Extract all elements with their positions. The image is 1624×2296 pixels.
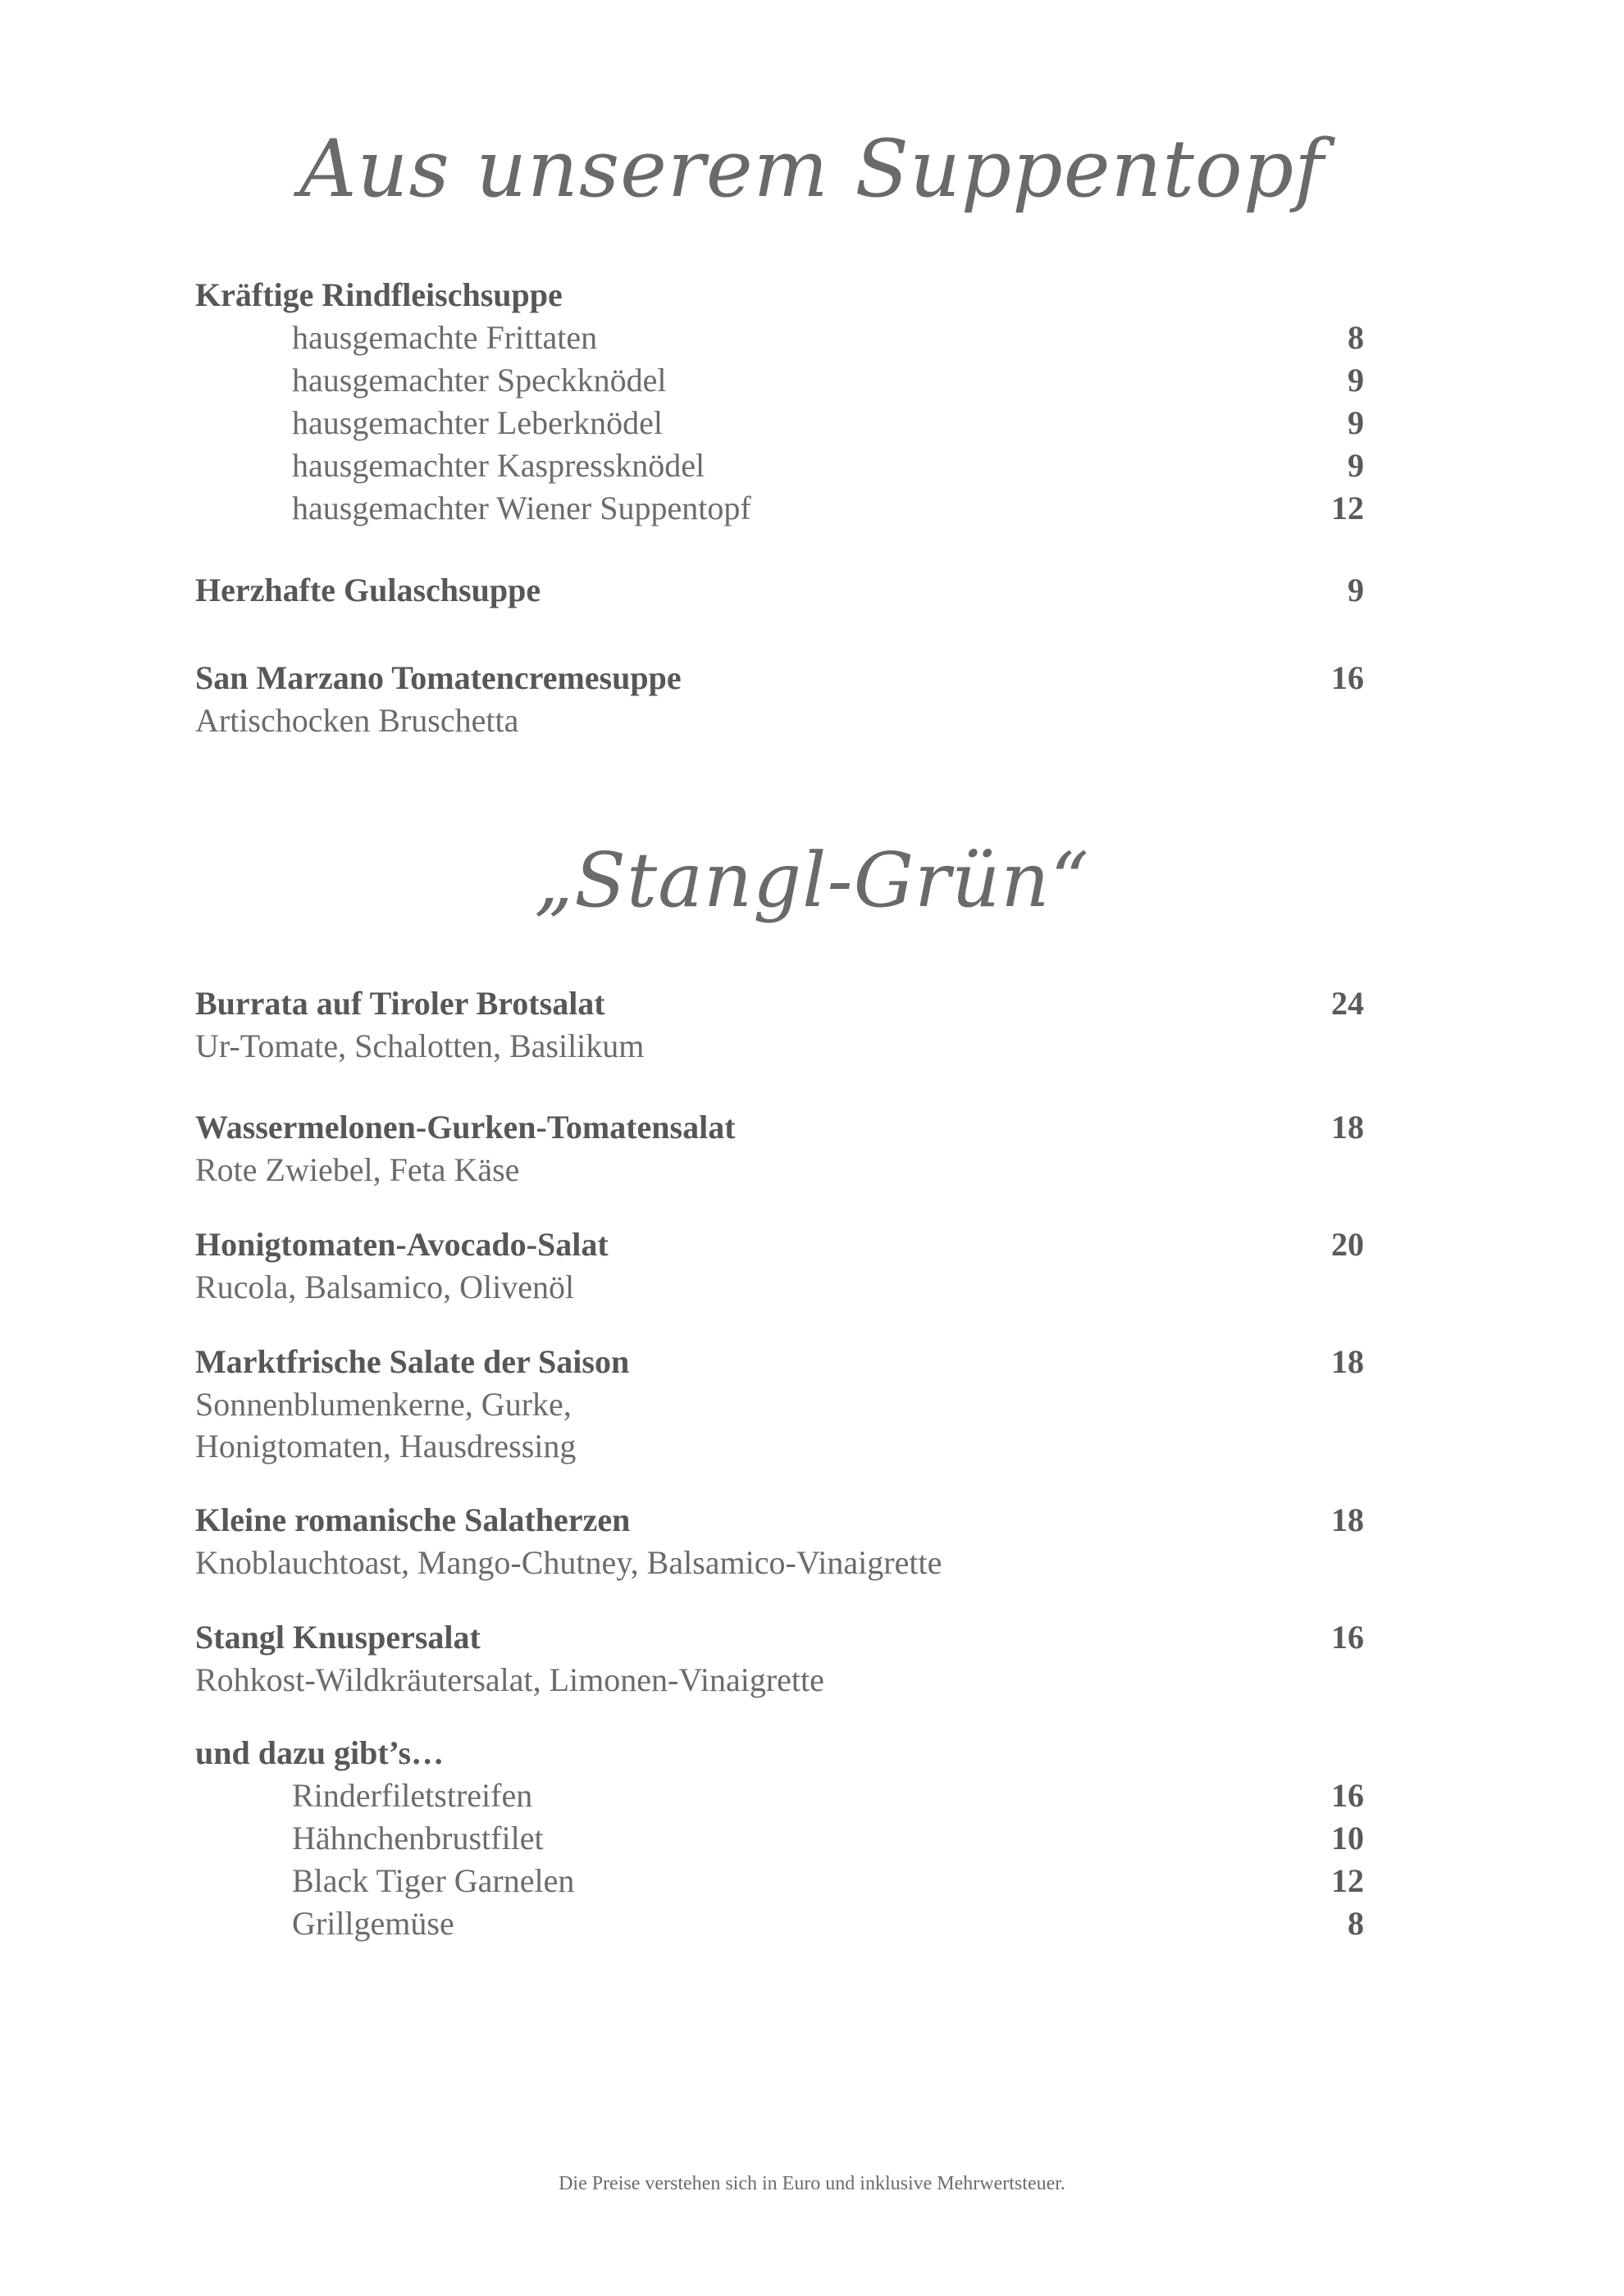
menu-item-name: Honigtomaten-Avocado-Salat bbox=[195, 1226, 609, 1263]
menu-item bbox=[195, 657, 1364, 699]
menu-item-description bbox=[195, 1025, 1364, 1068]
menu-item-description-text: Artischocken Bruschetta bbox=[195, 702, 519, 739]
menu-subheading bbox=[195, 1732, 1364, 1774]
menu-item-price: 8 bbox=[1348, 1905, 1364, 1942]
menu-item bbox=[195, 982, 1364, 1025]
menu-item-name: Black Tiger Garnelen bbox=[292, 1862, 575, 1899]
menu-item-description-text: Rohkost-Wildkräutersalat, Limonen-Vinaigrette bbox=[195, 1661, 824, 1698]
menu-item bbox=[195, 317, 1364, 359]
menu-item bbox=[195, 274, 1364, 317]
menu-subheading-text: und dazu gibt’s… bbox=[195, 1734, 445, 1771]
menu-item-price: 16 bbox=[1331, 1619, 1364, 1656]
menu-item-name: Wassermelonen-Gurken-Tomatensalat bbox=[195, 1109, 736, 1146]
menu-item-description-text: Rote Zwiebel, Feta Käse bbox=[195, 1151, 520, 1188]
menu-item bbox=[195, 1902, 1364, 1945]
menu-item-price: 16 bbox=[1331, 1777, 1364, 1814]
menu-item bbox=[195, 1106, 1364, 1149]
menu-item-name: Rinderfiletstreifen bbox=[292, 1777, 533, 1814]
price-footnote: Die Preise verstehen sich in Euro und inklusive Mehrwertsteuer. bbox=[559, 2173, 1065, 2194]
menu-item-name: hausgemachter Kaspressknödel bbox=[292, 447, 705, 484]
menu-item-name: San Marzano Tomatencremesuppe bbox=[195, 659, 682, 696]
salad-section-title: „Stangl-Grün“ bbox=[534, 836, 1090, 924]
menu-item-description-text: Honigtomaten, Hausdressing bbox=[195, 1428, 577, 1465]
menu-item-name: hausgemachter Leberknödel bbox=[292, 404, 664, 441]
menu-item-name: hausgemachter Speckknödel bbox=[292, 362, 667, 399]
menu-item-name: Grillgemüse bbox=[292, 1905, 454, 1942]
menu-item bbox=[195, 1774, 1364, 1817]
menu-item bbox=[195, 402, 1364, 444]
menu-item-price: 10 bbox=[1331, 1820, 1364, 1856]
menu-item bbox=[195, 1223, 1364, 1266]
menu-item-description bbox=[195, 1659, 1364, 1702]
menu-item-price: 9 bbox=[1348, 362, 1364, 399]
menu-item-name: Burrata auf Tiroler Brotsalat bbox=[195, 985, 605, 1022]
menu-item bbox=[195, 1341, 1364, 1383]
menu-item-price: 18 bbox=[1331, 1109, 1364, 1146]
menu-item-price: 20 bbox=[1331, 1226, 1364, 1263]
menu-item-description-text: Ur-Tomate, Schalotten, Basilikum bbox=[195, 1027, 645, 1064]
menu-item-price: 9 bbox=[1348, 572, 1364, 608]
menu-item-price: 18 bbox=[1331, 1343, 1364, 1380]
menu-item bbox=[195, 1616, 1364, 1659]
menu-item-name: Marktfrische Salate der Saison bbox=[195, 1343, 630, 1380]
menu-item-name: Stangl Knuspersalat bbox=[195, 1619, 481, 1656]
menu-item-description-text: Knoblauchtoast, Mango-Chutney, Balsamico-Vinaigrette bbox=[195, 1544, 942, 1581]
menu-item-price: 18 bbox=[1331, 1501, 1364, 1538]
menu-item-price: 16 bbox=[1331, 659, 1364, 696]
menu-item-description-text: Sonnenblumenkerne, Gurke, bbox=[195, 1386, 572, 1423]
menu-item-description bbox=[195, 1542, 1364, 1584]
menu-item bbox=[195, 487, 1364, 530]
menu-item-description bbox=[195, 699, 1364, 742]
menu-item bbox=[195, 1817, 1364, 1860]
menu-item bbox=[195, 444, 1364, 487]
menu-item-name: Kleine romanische Salatherzen bbox=[195, 1501, 631, 1538]
menu-item-price: 12 bbox=[1331, 490, 1364, 526]
menu-item-price: 9 bbox=[1348, 447, 1364, 484]
menu-item-description bbox=[195, 1149, 1364, 1191]
menu-item bbox=[195, 359, 1364, 402]
menu-item-name: Herzhafte Gulaschsuppe bbox=[195, 572, 541, 608]
menu-item-description bbox=[195, 1425, 1364, 1468]
menu-item bbox=[195, 1860, 1364, 1902]
menu-item-description bbox=[195, 1383, 1364, 1426]
menu-item-price: 8 bbox=[1348, 319, 1364, 356]
menu-item-name: Kräftige Rindfleischsuppe bbox=[195, 276, 563, 313]
menu-item bbox=[195, 1499, 1364, 1542]
menu-item-name: Hähnchenbrustfilet bbox=[292, 1820, 544, 1856]
menu-item-price: 24 bbox=[1331, 985, 1364, 1022]
menu-item-name: hausgemachte Frittaten bbox=[292, 319, 598, 356]
menu-item-price: 12 bbox=[1331, 1862, 1364, 1899]
menu-item-name: hausgemachter Wiener Suppentopf bbox=[292, 490, 751, 526]
menu-item bbox=[195, 569, 1364, 612]
menu-item-price: 9 bbox=[1348, 404, 1364, 441]
menu-item-description-text: Rucola, Balsamico, Olivenöl bbox=[195, 1269, 575, 1305]
menu-item-description bbox=[195, 1266, 1364, 1309]
soup-section-title: Aus unserem Suppentopf bbox=[299, 123, 1325, 215]
